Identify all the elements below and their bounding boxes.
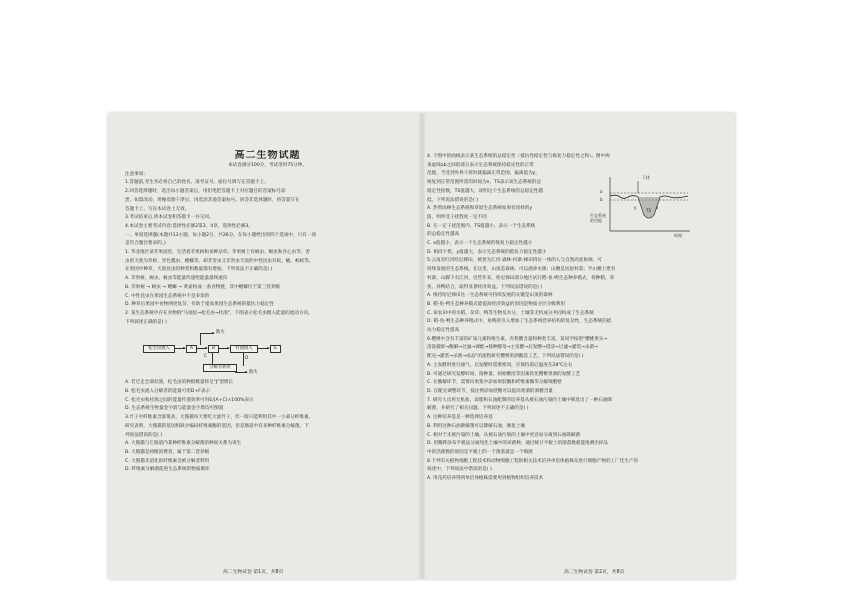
- text-line: 一、单项选择题(本题共13小题，每小题2分，共26分。在每小题给出的四个选项中，只有一项: [125, 232, 316, 238]
- flow-line: [200, 333, 201, 345]
- text-line: B. 大熊猫是初级消费者，属于第二营养级: [125, 449, 210, 455]
- text-line: B. 苹果树 → 蚜虫 → 螳螂 → 黄雀构成一条食物链，其中螳螂位于第三营养级: [125, 284, 281, 290]
- text-line: 恢复到正常范围所需的时间为x，TS表示该生态系统的总: [427, 180, 542, 186]
- text-line: B. 松毛虫流入分解者的能量可用D+F表示: [125, 389, 211, 395]
- text-line: A. 维持哈尼梯田这一生态系统可持续发展的关键是山顶的森林: [427, 293, 553, 299]
- text-line: C. 大熊猫未消化的纤维素会被分解者利用: [125, 458, 210, 464]
- graph-xlabel: 时间: [674, 233, 682, 238]
- text-line: 在果园中种草，天敌昆虫的种类和数量都有增加。下列说法不正确的是( ): [125, 267, 273, 273]
- flow-arrow: [218, 348, 229, 349]
- text-line: C. 在酶解环节，需要向果浆中添加果胶酶和纤维素酶等分解细胞壁: [427, 380, 562, 386]
- graph-label-y: y: [634, 205, 637, 210]
- text-line: 配兑→灌装→杀菌→成品"的流程研究樱桃果酒酿造工艺。下列说法错误的是( ): [427, 354, 584, 360]
- text-line: C. 相对于未被污染的土壤，从被石油污染的土壤中更容易分离到石油降解菌: [427, 432, 581, 438]
- text-line: 值，则所受干扰程度一定不同: [427, 214, 487, 220]
- stability-graph: [590, 173, 692, 255]
- text-line: 1.答题前,考生务必将自己的姓名、准考证号、座位号填写在答题卡上。: [125, 180, 269, 186]
- text-line: 4. 下图中的曲线表示某生态系统的总稳定性（抵抗性稳定性与恢复力稳定性之和）。图中两: [427, 154, 610, 159]
- page-footer-right: 高二生物试卷 第2页，共8页: [564, 570, 625, 575]
- text-line: A. 若迁走全部杜鹃，松毛虫的种群数量将呈"J"型增长: [125, 380, 234, 386]
- text-line: 6.樱桃中含有丰富的矿质元素和维生素，有机酸含量和种类丰富。某同学按照"樱桃果实→: [427, 336, 608, 342]
- exam-subtitle: 本试卷满分100分，考试用时75分钟。: [228, 163, 307, 168]
- energy-flow-diagram: [143, 327, 333, 379]
- flow-arrow: [200, 333, 214, 334]
- text-line: 清洗破碎→酶解→过滤→调配→接种酵母→主发酵→后发酵→澄清→过滤→灌装→杀菌→: [427, 345, 598, 351]
- flow-arrow: [196, 348, 207, 349]
- text-line: B. 利用这种石油降解菌可以降解石油，修复土壤: [427, 423, 525, 429]
- text-line: D. 稻-鱼-鸭生态种养模式中，鱼鸭的引入增加了生态系统营养结构的复杂性，生态系统的抵: [427, 319, 612, 325]
- text-line: 范围，当受到外界干扰时就偏离正常范围，偏离值为y，: [427, 171, 540, 177]
- loss-label-bottom: 散失: [249, 370, 258, 376]
- text-line: C. 中性昆虫在果园生态系统中不是多余的: [125, 293, 210, 299]
- text-line: 3.竹子中纤维素含量很高，大熊猫每天要吃大量竹子，但一般只能利用其中一小部分纤维素。: [125, 415, 314, 421]
- flow-line: [243, 352, 244, 366]
- text-line: 2.回答选择题时，选出每小题答案后，用铅笔把答题卡上对应题目的答案标号涂: [125, 189, 286, 195]
- text-line: 列说法错误的是( ): [125, 432, 163, 438]
- flow-line: [212, 352, 213, 364]
- exam-sheet: [108, 113, 735, 579]
- label-d: D: [245, 356, 249, 362]
- text-line: 虫的天敌为草蛉、异色瓢虫、螳螂等，却非害虫又非害虫天敌的中性昆虫有蚁、蝇、蚂蚁等。: [125, 258, 314, 264]
- text-line: 研究表明，大熊猫的基因组缺少编码纤维素酶的基因，但是肠道中有多种纤维素分解菌。下: [125, 423, 309, 429]
- text-line: B. 可通过研究发酵时间、接种量、初始糖度等因素优化樱桃果酒的发酵工艺: [427, 371, 581, 377]
- text-line: 抗力稳定性提高: [427, 328, 460, 334]
- text-line: A. 热带雨林生态系统和草原生态系统如果有同样的y: [427, 206, 533, 212]
- text-line: 8.下列有关植物细胞工程技术和动物细胞工程的相关技术培养单倍体植株及进行细胞产物的工厂化生产的: [427, 458, 639, 464]
- text-line: C. 松毛虫和杜鹃之间的能量传递效率可用E/(A+C)×100%表示: [125, 397, 254, 403]
- text-line: D. 用稀释涂布平板法分离纯化土壤中的该菌种，通过统计平板上的菌落数就能推测出样品: [427, 441, 609, 447]
- text-line: 5.云南省红河哈尼梯田，被誉为江河-森林-村寨-梯田四位一体的人与自然高度协调、可: [427, 258, 602, 264]
- box-pine-caterpillar-intake: 松毛虫摄入: [143, 345, 175, 353]
- text-line: D. 种草后果园中食物网更复杂，有助于提高果园生态系统的抵抗力稳定性: [125, 302, 274, 308]
- loss-label-top: 散失: [216, 330, 225, 336]
- flow-arrow: [257, 348, 269, 349]
- left-page: [125, 113, 410, 475]
- text-line: 3.考试结束后,将本试卷和答题卡一并交回。: [125, 215, 214, 221]
- text-line: B. 稻-鱼-鸭生态种养模式能提高经济效益的原因是物质分层分级利用: [427, 301, 566, 307]
- flow-arrow: [235, 372, 247, 373]
- text-line: 7. 研究人员用无机盐、琼脂和石油配制的培养基从被石油污染的土壤中筛选出了一种石油降: [427, 397, 613, 403]
- text-line: 1. 华北地区某苹果园里，生活着苹果树和多种杂草。苹果树上有蚜虫、螟虫和食心虫等；害: [125, 250, 311, 256]
- graph-label-b: b: [600, 197, 603, 202]
- text-line: 持续发展的生态系统。在这里，山顶是森林，可以涵养水源；山腰是居屋村落；半山腰上建有: [427, 267, 616, 273]
- text-line: 解菌，并研究了相关问题。下列叙述不正确的是( ): [427, 406, 529, 412]
- text-line: A. 大熊猫与它肠道内某种纤维素分解菌的种间关系为寄生: [125, 441, 242, 447]
- text-line: 稳定性指数，TS值越大，说明这个生态系统的总稳定性越: [427, 188, 543, 194]
- text-line: 答题卡上，写在本试卷上无效。: [125, 206, 190, 212]
- box-cuckoo-intake: 杜鹃摄入: [230, 345, 258, 353]
- text-line: A. 苹果树、蚜虫、蚜虫等能量传递给能量最终流向: [125, 276, 228, 282]
- text-line: A. 主发酵时进行通气，后发酵时需要密闭，应保持前后温度在28℃左右: [427, 362, 573, 368]
- text-line: D. 生态系统生物量金字塔与能量金字塔均可倒置: [125, 406, 224, 412]
- graph-label-a: a: [600, 189, 603, 194]
- stability-graph-svg: [602, 173, 692, 235]
- text-line: 低。下列说法错误的是( ): [427, 197, 478, 203]
- box-decomposer: 分解者利用: [203, 364, 237, 372]
- paper-fold: [418, 113, 426, 579]
- graph-label-ts: TS: [646, 208, 651, 213]
- text-line: 的总稳定性越高: [427, 232, 460, 238]
- text-line: A. 用花药培养得到单倍体植株需要用到植物组织培养技术: [427, 476, 544, 482]
- text-line: 中的活菌数的原因是平板上的一个菌落就是一个细菌: [427, 449, 533, 455]
- graph-ylabel: 生态系统的功能: [590, 213, 606, 223]
- page-footer-left: 高二生物试卷 第1页，共8页: [223, 570, 284, 575]
- text-line: 4.本试卷主要考试内容:选择性必修2第3、4章，选择性必修3。: [125, 223, 253, 229]
- graph-label-disturb: 干扰: [642, 175, 650, 180]
- exam-title: 高二生物试题: [234, 150, 301, 161]
- text-line: 是符合题目要求的。): [125, 241, 166, 247]
- text-line: 鱼、养鸭结合，取得显著经济效益。下列说法错误的是( ): [427, 284, 543, 290]
- graph-label-x: x: [656, 205, 659, 210]
- text-line: 条虚线ab之间的部分表示生态系统保持稳定性的正常: [427, 162, 534, 168]
- text-line: 下列叙述正确的是( ): [125, 319, 167, 325]
- box-b: B: [208, 345, 219, 353]
- text-line: 村寨，山脚下有江河，近些年来，哈尼梯田部分地区试行稻-鱼-鸭生态种养模式，将种稻、养: [427, 275, 615, 281]
- text-line: 叙述中，下列说法中错误的是( ): [427, 467, 492, 473]
- text-line: D. 在配兑调整环节，按比例添加蔗糖可以提高果酒的酒精含量: [427, 388, 553, 394]
- text-line: C. 该农田中的水稻、杂草、鸭等生物及水分、土壤等无机成分共同构成了生态系统: [427, 310, 594, 316]
- text-line: A. 这种培养基是一种选择培养基: [427, 415, 493, 421]
- text-line: B. 在一定干扰范围内，TS值越小，表示一个生态系统: [427, 223, 536, 229]
- box-a: A: [186, 345, 197, 353]
- text-line: 注意事项:: [125, 171, 145, 177]
- text-line: D. 纤维素分解菌促进生态系统的物质循环: [125, 467, 210, 473]
- flow-arrow: [174, 348, 185, 349]
- label-c: C: [204, 354, 208, 360]
- text-line: C. x值越小，表示一个生态系统的恢复力稳定性越小: [427, 241, 533, 247]
- text-line: 黑，如需改动，用橡皮擦干净后，再选涂其他答案标号。回答非选择题时，将答案写在: [125, 197, 300, 203]
- text-line: 2. 某生态系统中存在食物链"马尾松→松毛虫→杜鹃"，下图表示松毛虫摄入能量的流动方向。: [125, 310, 313, 316]
- box-e: E: [270, 345, 281, 353]
- text-line: D. 相同干扰，y值越大，表示生态系统的抵抗力稳定性越小: [427, 249, 547, 255]
